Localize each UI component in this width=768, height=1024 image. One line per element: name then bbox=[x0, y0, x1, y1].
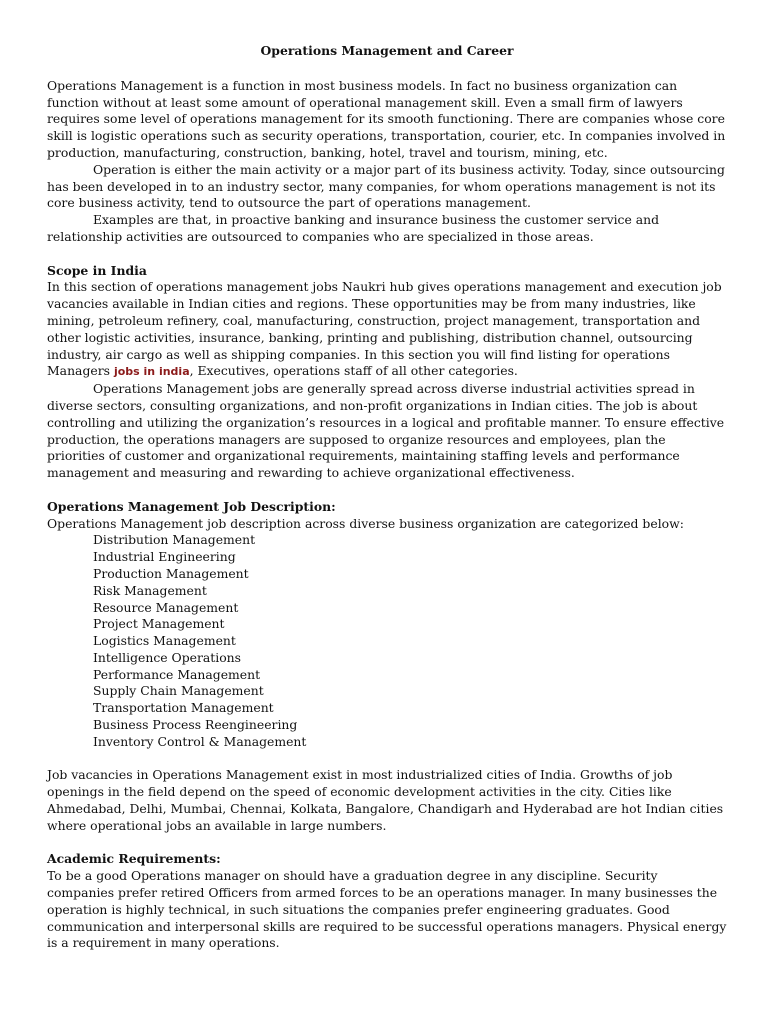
spacer bbox=[47, 482, 727, 499]
job-description-heading: Operations Management Job Description: bbox=[47, 498, 336, 514]
list-item: Intelligence Operations bbox=[93, 649, 242, 665]
jobs-in-india-link[interactable]: jobs in india bbox=[113, 365, 190, 379]
list-item: Transportation Management bbox=[93, 700, 274, 716]
list-item: Production Management bbox=[93, 565, 249, 581]
scope-paragraph-2: Operations Management jobs are generally spread across diverse industrial activities spread in diverse sectors, consulting organizations, and non-profit organizations in Indian cities. The job is about controlling and utilizing the organization’s resources in a logical and profitable manner. To ensure effective production, the operations managers are supposed to organize resources and employees, plan the priorities of customer and organizational requirements, maintaining staffing levels and performance management and measuring and rewarding to achieve organizational effectiveness. bbox=[47, 381, 725, 481]
document-content bbox=[47, 43, 727, 952]
scope-paragraph-1 bbox=[47, 279, 727, 381]
document-title: Operations Management and Career bbox=[260, 43, 514, 58]
list-item: Project Management bbox=[93, 616, 225, 632]
list-item: Resource Management bbox=[93, 599, 239, 615]
spacer bbox=[47, 751, 727, 768]
job-description-intro: Operations Management job description across diverse business organization are categorized below: bbox=[47, 515, 684, 531]
academic-paragraph: To be a good Operations manager on should have a graduation degree in any discipline. Security companies prefer retired Officers from armed forces to be an operations manager. In many businesses the operation is highly technical, in such situations the companies prefer engineering graduates. Good communication and interpersonal skills are required to be successful operations managers. Physical energy is a requirement in many operations. bbox=[47, 868, 727, 951]
list-item: Distribution Management bbox=[93, 532, 256, 548]
list-item: Supply Chain Management bbox=[93, 683, 264, 699]
scope-heading: Scope in India bbox=[47, 262, 147, 278]
scope-text-before-link: In this section of operations management jobs Naukri hub gives operations management and execution job vacancies available in Indian cities and regions. These opportunities may be from many industries, like mining, petroleum refinery, coal, manufacturing, construction, project management, transportation and other logistic activities, insurance, banking, printing and publishing, distribution channel, outsourcing industry, air cargo as well as shipping companies. In this section you will find listing for operations Managers bbox=[47, 279, 722, 379]
job-category-list bbox=[47, 532, 727, 750]
list-item: Logistics Management bbox=[93, 633, 236, 649]
list-item: Inventory Control & Management bbox=[93, 733, 307, 749]
list-item: Industrial Engineering bbox=[93, 549, 236, 565]
list-item: Business Process Reengineering bbox=[93, 717, 298, 733]
intro-paragraph-2: Operation is either the main activity or a major part of its business activity. Today, since outsourcing has been developed in to an industry sector, many companies, for whom operations management is not its core business activity, tend to outsource the part of operations management. bbox=[47, 161, 725, 211]
list-item: Performance Management bbox=[93, 666, 261, 682]
intro-paragraph-3: Examples are that, in proactive banking and insurance business the customer service and relationship activities are outsourced to companies who are specialized in those areas. bbox=[47, 212, 660, 244]
vacancies-paragraph: Job vacancies in Operations Management exist in most industrialized cities of India. Growths of job openings in the field depend on the speed of economic development activities in the city. Cities like Ahmedabad, Delhi, Mumbai, Chennai, Kolkata, Bangalore, Chandigarh and Hyderabad are hot Indian cities where operational jobs an available in large numbers. bbox=[47, 767, 724, 833]
intro-paragraph-1: Operations Management is a function in most business models. In fact no business organization can function without at least some amount of operational management skill. Even a small firm of lawyers requires some level of operations management for its smooth functioning. There are companies whose core skill is logistic operations such as security operations, transportation, courier, etc. In companies involved in production, manufacturing, construction, banking, hotel, travel and tourism, mining, etc. bbox=[47, 77, 726, 160]
spacer bbox=[47, 246, 727, 263]
academic-heading: Academic Requirements: bbox=[47, 851, 221, 867]
list-item: Risk Management bbox=[93, 582, 207, 598]
scope-text-after-link: , Executives, operations staff of all other categories. bbox=[189, 363, 518, 379]
spacer bbox=[47, 835, 727, 852]
